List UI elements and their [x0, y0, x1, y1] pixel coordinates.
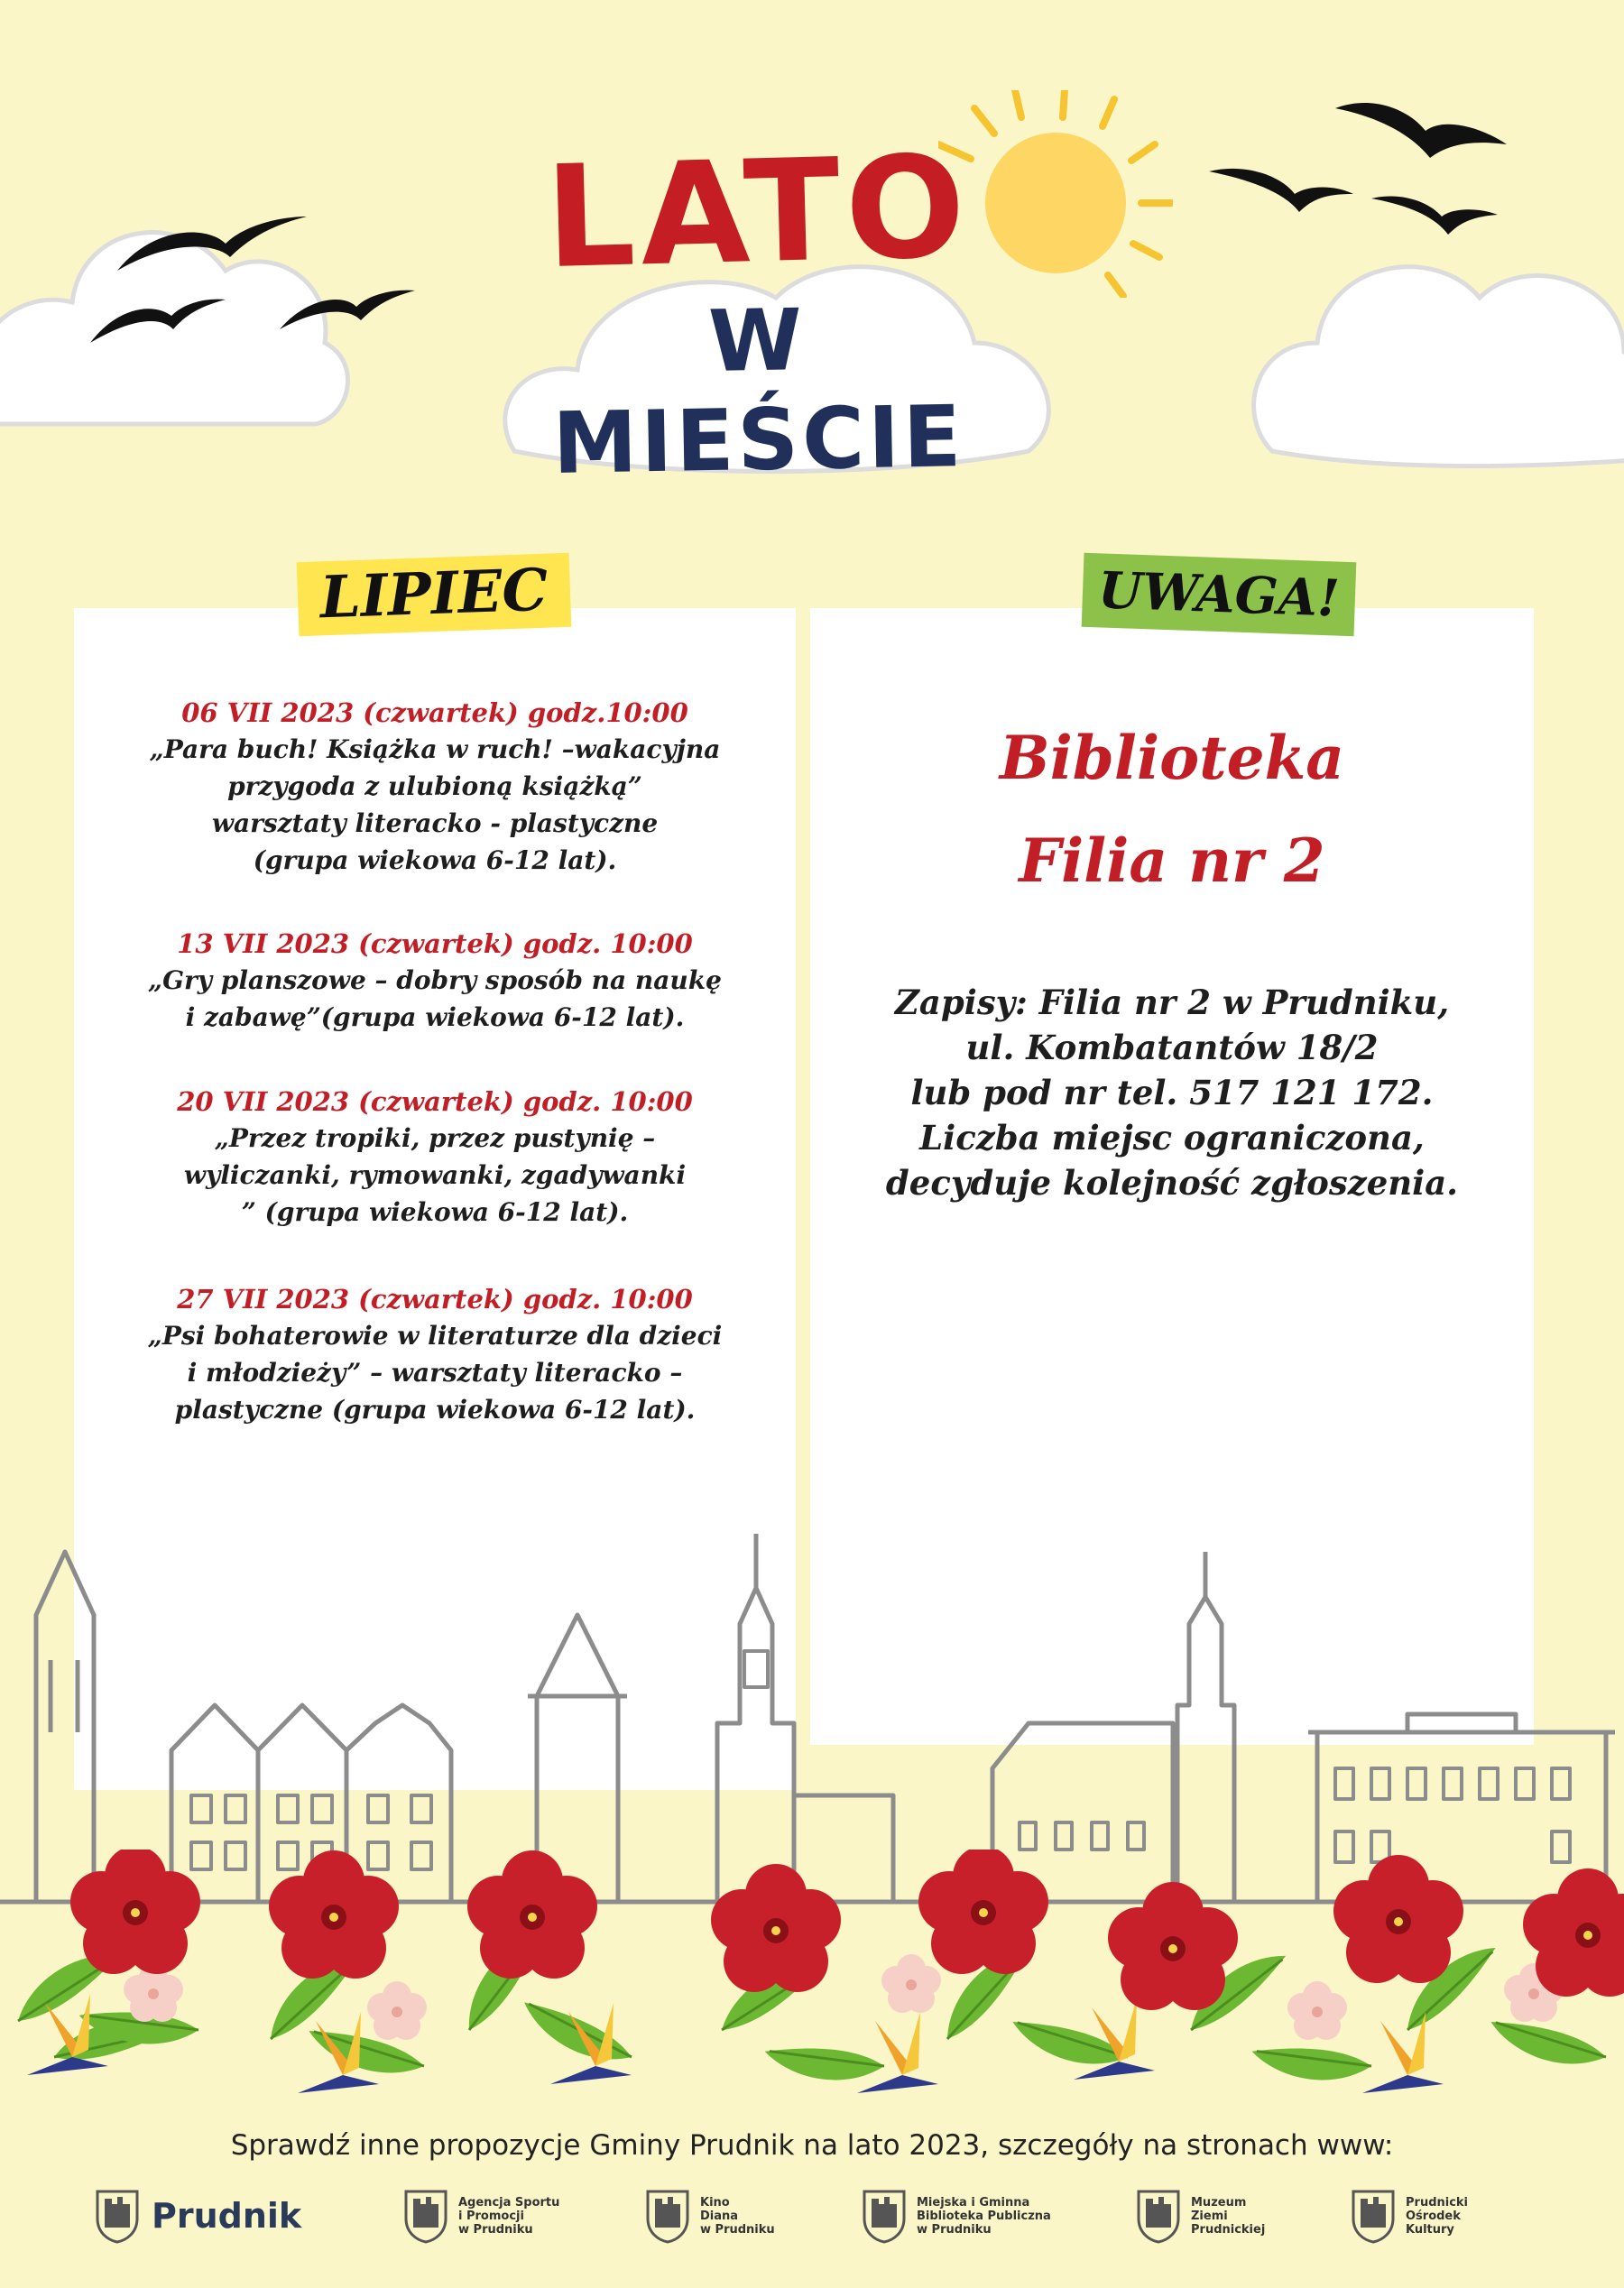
month-tag: LIPIEC [297, 553, 572, 636]
event-item [74, 1281, 796, 1428]
event-description: „Gry planszowe – dobry sposób na naukę i zabawę”(grupa wiekowa 6-12 lat). [148, 965, 722, 1032]
event-description: „Para buch! Książka w ruch! –wakacyjna przygoda z ulubioną książką” warsztaty literacko - plastyczne (grupa wiekowa 6-12 lat). [149, 734, 721, 875]
signup-info: Zapisy: Filia nr 2 w Prudniku, ul. Kombatantów 18/2 lub pod nr tel. 517 121 172. Liczba miejsc ograniczona, decyduje kolejność zgłoszenia. [885, 983, 1459, 1203]
poster-title [505, 124, 1010, 494]
title-subtitle: W MIEŚCIE [551, 291, 966, 494]
prudnik-coat-of-arms-icon [94, 2188, 141, 2244]
logo-label: Kino Diana w Prudniku [700, 2195, 775, 2237]
logo-muzeum[interactable] [1135, 2182, 1265, 2250]
prudnik-coat-of-arms-icon [644, 2188, 691, 2244]
event-item [74, 926, 796, 1036]
event-date: 27 VII 2023 (czwartek) godz. 10:00 [177, 1284, 693, 1315]
prudnik-coat-of-arms-icon [861, 2188, 908, 2244]
event-item [74, 1084, 796, 1231]
logo-kino-diana[interactable] [644, 2182, 775, 2250]
logo-label: Miejska i Gminna Biblioteka Publiczna w Prudniku [917, 2195, 1051, 2237]
event-date: 20 VII 2023 (czwartek) godz. 10:00 [177, 1086, 693, 1117]
logo-agencja-sportu[interactable] [402, 2182, 559, 2250]
logo-biblioteka[interactable] [861, 2182, 1051, 2250]
library-branch-heading: Filia nr 2 [1019, 826, 1325, 896]
logo-label: Agencja Sportu i Promocji w Prudniku [458, 2195, 560, 2237]
event-date: 06 VII 2023 (czwartek) godz.10:00 [181, 697, 688, 728]
event-item [74, 695, 796, 879]
birds-icon [1209, 90, 1516, 253]
prudnik-coat-of-arms-icon [1135, 2188, 1182, 2244]
logo-label: Muzeum Ziemi Prudnickiej [1191, 2195, 1266, 2237]
event-description: „Przez tropiki, przez pustynię – wyliczanki, rymowanki, zgadywanki ” (grupa wiekowa 6-12 lat). [183, 1123, 687, 1227]
logo-osrodek-kultury[interactable] [1350, 2182, 1468, 2250]
event-description: „Psi bohaterowie w literaturze dla dzieci i młodzieży” – warsztaty literacko – plastyczne (grupa wiekowa 6-12 lat). [147, 1321, 723, 1425]
prudnik-coat-of-arms-icon [402, 2188, 449, 2244]
title-main: LATO [543, 124, 973, 300]
notice-tag: UWAGA! [1082, 553, 1357, 636]
event-date: 13 VII 2023 (czwartek) godz. 10:00 [177, 928, 693, 959]
logo-label: Prudnicki Ośrodek Kultury [1406, 2195, 1469, 2237]
footer-note: Sprawdź inne propozycje Gminy Prudnik na lato 2023, szczegóły na stronach www: [230, 2129, 1394, 2162]
tropical-flowers-border [0, 1850, 1624, 2147]
logo-label: Prudnik [152, 2196, 302, 2236]
library-heading: Biblioteka [999, 723, 1345, 793]
birds-icon [81, 189, 424, 352]
partner-logos [0, 2182, 1624, 2254]
prudnik-coat-of-arms-icon [1350, 2188, 1397, 2244]
logo-prudnik[interactable] [94, 2182, 301, 2250]
